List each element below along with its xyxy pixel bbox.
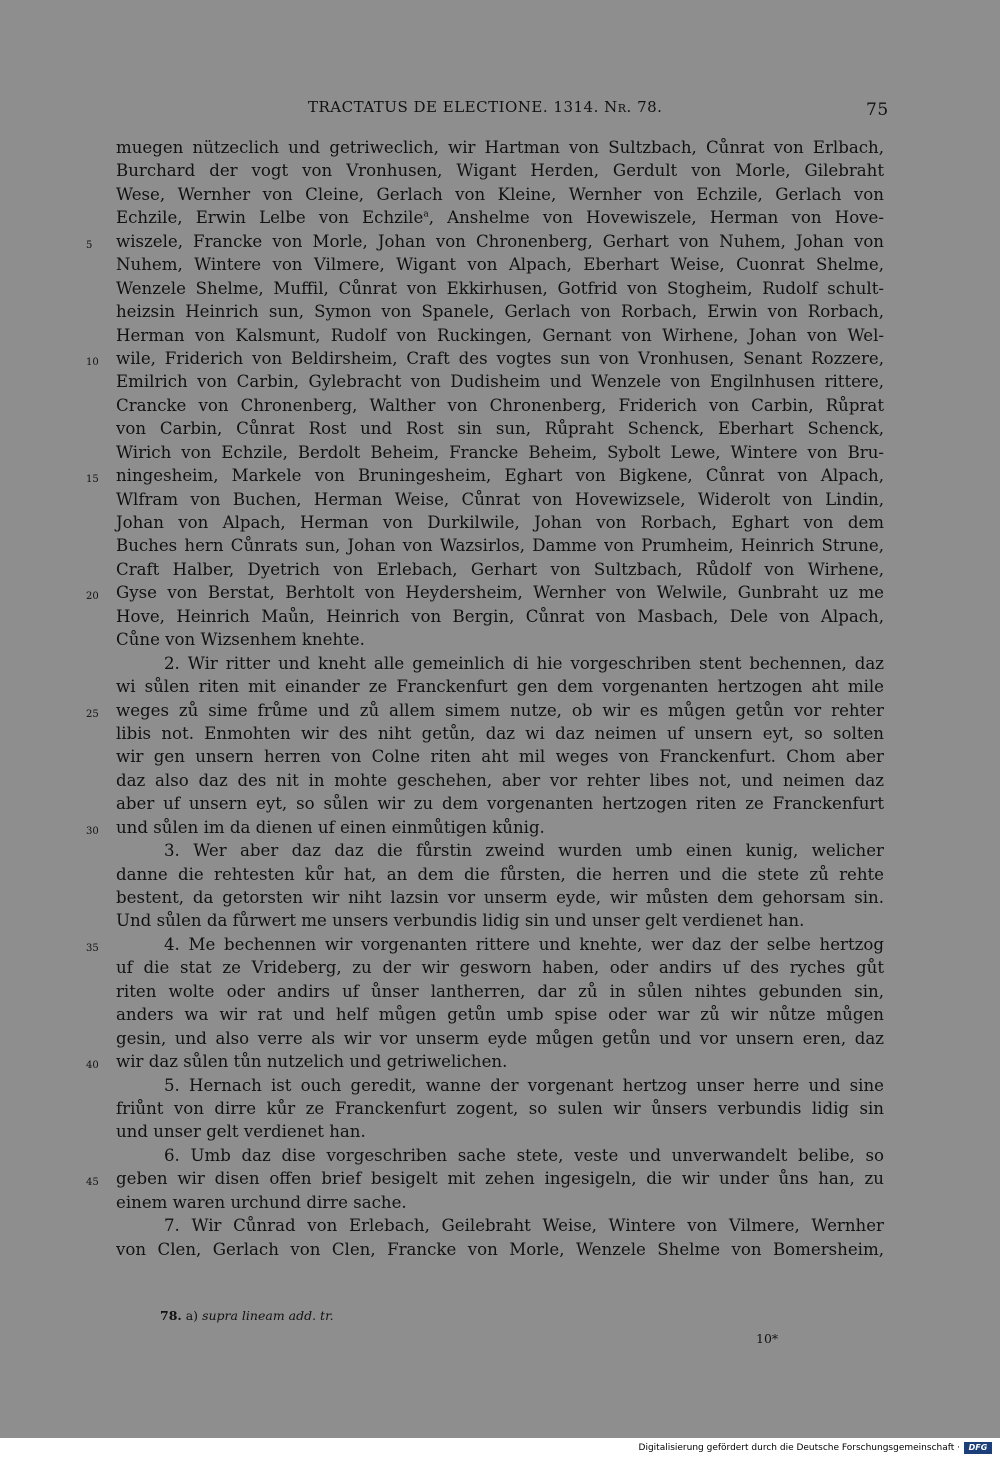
text-line	[116, 277, 884, 300]
line-text: Emilrich von Carbin, Gylebracht von Dudisheim und Wenzele von Engilnhusen rittere,	[116, 372, 884, 392]
line-text: wile, Friderich von Beldirsheim, Craft des vogtes sun von Vronhusen, Senant Rozzere,	[116, 348, 884, 368]
line-text: heizsin Heinrich sun, Symon von Spanele, Gerlach von Rorbach, Erwin von Rorbach,	[116, 302, 884, 322]
text-line	[86, 581, 884, 604]
line-text: wir gen unsern herren von Colne riten aht mil weges von Franckenfurt. Chom aber	[116, 747, 884, 767]
text-line	[86, 816, 884, 839]
text-line	[86, 933, 884, 956]
line-text: Wirich von Echzile, Berdolt Beheim, Francke Beheim, Sybolt Lewe, Wintere von Bru-	[116, 442, 884, 462]
footer-credit: Digitalisierung gefördert durch die Deutsche Forschungsgemeinschaft ·	[638, 1443, 960, 1453]
line-number: 30	[86, 825, 99, 837]
line-text: Herman von Kalsmunt, Rudolf von Ruckingen, Gernant von Wirhene, Johan von Wel-	[116, 325, 884, 345]
line-text: Gyse von Berstat, Berhtolt von Heydersheim, Wernher von Welwile, Gunbraht uz me	[116, 583, 884, 603]
line-text: Hove, Heinrich Maůn, Heinrich von Bergin, Cůnrat von Masbach, Dele von Alpach,	[116, 606, 884, 626]
text-line	[116, 1214, 884, 1237]
line-text: einem waren urchund dirre sache.	[116, 1192, 407, 1212]
line-text: Buches hern Cůnrats sun, Johan von Wazsirlos, Damme von Prumheim, Heinrich Strune,	[116, 536, 884, 556]
text-line	[86, 699, 884, 722]
page-header	[0, 96, 1000, 120]
line-text: gesin, und also verre als wir vor unserm eyde můgen getůn und vor unsern eren, daz	[116, 1028, 884, 1048]
text-line	[86, 230, 884, 253]
line-text: 7. Wir Cůnrad von Erlebach, Geilebraht Weise, Wintere von Vilmere, Wernher	[164, 1216, 884, 1236]
text-line	[116, 206, 884, 229]
line-text: 4. Me bechennen wir vorgenanten rittere und knehte, wer daz der selbe hertzog	[164, 934, 884, 954]
line-text: friůnt von dirre kůr ze Franckenfurt zogent, so sulen wir ůnsers verbundis lidig sin	[116, 1098, 884, 1118]
footnote-marker: a)	[185, 1308, 199, 1323]
text-line	[116, 136, 884, 159]
text-line	[116, 909, 884, 932]
text-line	[116, 839, 884, 862]
text-line	[116, 534, 884, 557]
text-line	[116, 1027, 884, 1050]
line-text: Cůne von Wizsenhem knehte.	[116, 630, 365, 650]
text-line	[116, 1238, 884, 1261]
line-text: daz also daz des nit in mohte geschehen, aber vor rehter libes not, und neimen daz	[116, 770, 884, 790]
text-line	[116, 1003, 884, 1026]
text-line	[116, 183, 884, 206]
dfg-logo-icon: DFG	[964, 1442, 992, 1454]
line-text: Und sůlen da fůrwert me unsers verbundis lidig sin und unser gelt verdienet han.	[116, 911, 805, 931]
line-text: weges zů sime frůme und zů allem simem nutze, ob wir es můgen getůn vor rehter	[116, 700, 884, 720]
text-line	[116, 1144, 884, 1167]
text-line	[116, 652, 884, 675]
line-text: Johan von Alpach, Herman von Durkilwile, Johan von Rorbach, Eghart von dem	[116, 513, 884, 532]
text-line	[86, 1050, 884, 1073]
line-text: muegen nützeclich und getriweclich, wir Hartman von Sultzbach, Cůnrat von Erlbach,	[116, 138, 884, 157]
line-text: Nuhem, Wintere von Vilmere, Wigant von Alpach, Eberhart Weise, Cuonrat Shelme,	[116, 255, 884, 275]
text-line	[116, 956, 884, 979]
text-line	[116, 886, 884, 909]
running-title: TRACTATUS DE ELECTIONE. 1314. Nr. 78.	[308, 98, 663, 116]
line-text: danne die rehtesten kůr hat, an dem die fůrsten, die herren und die stete zů rehte	[116, 864, 884, 884]
line-text: geben wir disen offen brief besigelt mit zehen ingesigeln, die wir under ůns han, zu	[116, 1169, 884, 1189]
text-line	[116, 394, 884, 417]
line-text: uf die stat ze Vrideberg, zu der wir gesworn haben, oder andirs uf des ryches gůt	[116, 958, 884, 978]
line-text: und unser gelt verdienet han.	[116, 1122, 366, 1142]
text-line	[116, 745, 884, 768]
line-text: aber uf unsern eyt, so sůlen wir zu dem vorgenanten hertzogen riten ze Franckenfurt	[116, 794, 884, 814]
main-text	[86, 136, 884, 1261]
line-text: 5. Hernach ist ouch geredit, wanne der vorgenant hertzog unser herre und sine	[164, 1075, 884, 1095]
text-line	[116, 1120, 884, 1143]
line-text: anders wa wir rat und helf můgen getůn umb spise oder war zů wir nůtze můgen	[116, 1005, 884, 1025]
signature-mark: 10*	[756, 1331, 779, 1346]
footnote-number: 78.	[160, 1308, 182, 1323]
text-line	[116, 300, 884, 323]
line-text: Wenzele Shelme, Muffil, Cůnrat von Ekkirhusen, Gotfrid von Stogheim, Rudolf schult-	[116, 278, 884, 298]
line-text: Burchard der vogt von Vronhusen, Wigant Herden, Gerdult von Morle, Gilebraht	[116, 161, 884, 181]
footnote-text: supra lineam add. tr.	[202, 1308, 334, 1323]
text-line	[116, 863, 884, 886]
text-line	[116, 605, 884, 628]
text-line	[86, 464, 884, 487]
footer-bar	[0, 1438, 1000, 1459]
line-text-after: , Anshelme von Hovewiszele, Herman von Hove-	[428, 208, 884, 228]
line-text: wiszele, Francke von Morle, Johan von Chronenberg, Gerhart von Nuhem, Johan von	[116, 231, 884, 251]
line-text: riten wolte oder andirs uf ůnser lantherren, dar zů in sůlen nihtes gebunden sin,	[116, 981, 884, 1001]
line-text: ningesheim, Markele von Bruningesheim, Eghart von Bigkene, Cůnrat von Alpach,	[116, 466, 884, 486]
text-line	[116, 792, 884, 815]
line-text: 2. Wir ritter und kneht alle gemeinlich di hie vorgeschriben stent bechennen, daz	[164, 653, 884, 673]
line-number: 25	[86, 708, 99, 720]
line-number: 10	[86, 356, 99, 368]
line-text: und sůlen im da dienen uf einen einmůtigen kůnig.	[116, 817, 545, 837]
line-number: 20	[86, 591, 99, 603]
text-line	[86, 347, 884, 370]
text-line	[116, 253, 884, 276]
line-text: Echzile, Erwin Lelbe von Echzile	[116, 208, 424, 228]
line-text: bestent, da getorsten wir niht lazsin vor unserm eyde, wir můsten dem gehorsam sin.	[116, 888, 884, 907]
page-number: 75	[866, 100, 889, 120]
line-text: 6. Umb daz dise vorgeschriben sache stete, veste und unverwandelt belibe, so	[164, 1145, 884, 1165]
footnote	[160, 1308, 334, 1323]
text-line	[116, 628, 884, 651]
text-line	[116, 370, 884, 393]
footnote-ref: a	[423, 209, 429, 220]
text-line	[116, 488, 884, 511]
text-line	[116, 722, 884, 745]
text-line	[86, 1167, 884, 1190]
text-line	[116, 1074, 884, 1097]
line-text: 3. Wer aber daz daz die fůrstin zweind wurden umb einen kunig, welicher	[164, 841, 884, 861]
line-text: Wlfram von Buchen, Herman Weise, Cůnrat von Hovewizsele, Widerolt von Lindin,	[116, 489, 884, 509]
text-line	[116, 511, 884, 534]
line-text: wir daz sůlen tůn nutzelich und getriwelichen.	[116, 1052, 508, 1072]
line-text: von Clen, Gerlach von Clen, Francke von Morle, Wenzele Shelme von Bomersheim,	[116, 1239, 884, 1259]
line-text: von Carbin, Cůnrat Rost und Rost sin sun, Růpraht Schenck, Eberhart Schenck,	[116, 419, 884, 439]
line-text: wi sůlen riten mit einander ze Franckenfurt gen dem vorgenanten hertzogen aht mile	[116, 677, 884, 697]
text-line	[116, 675, 884, 698]
text-line	[116, 417, 884, 440]
text-line	[116, 159, 884, 182]
text-line	[116, 441, 884, 464]
line-text: Wese, Wernher von Cleine, Gerlach von Kleine, Wernher von Echzile, Gerlach von	[116, 184, 884, 204]
text-line	[116, 558, 884, 581]
text-line	[116, 1097, 884, 1120]
line-number: 40	[86, 1060, 99, 1072]
line-number: 15	[86, 474, 99, 486]
line-number: 35	[86, 942, 99, 954]
text-line	[116, 769, 884, 792]
line-text: Crancke von Chronenberg, Walther von Chronenberg, Friderich von Carbin, Růprat	[116, 395, 884, 415]
line-number: 45	[86, 1177, 99, 1189]
line-text: Craft Halber, Dyetrich von Erlebach, Gerhart von Sultzbach, Růdolf von Wirhene,	[116, 559, 884, 579]
text-line	[116, 980, 884, 1003]
text-line	[116, 324, 884, 347]
text-line	[116, 1191, 884, 1214]
line-text: libis not. Enmohten wir des niht getůn, daz wi daz neimen uf unsern eyt, so solten	[116, 723, 884, 743]
line-number: 5	[86, 239, 93, 251]
